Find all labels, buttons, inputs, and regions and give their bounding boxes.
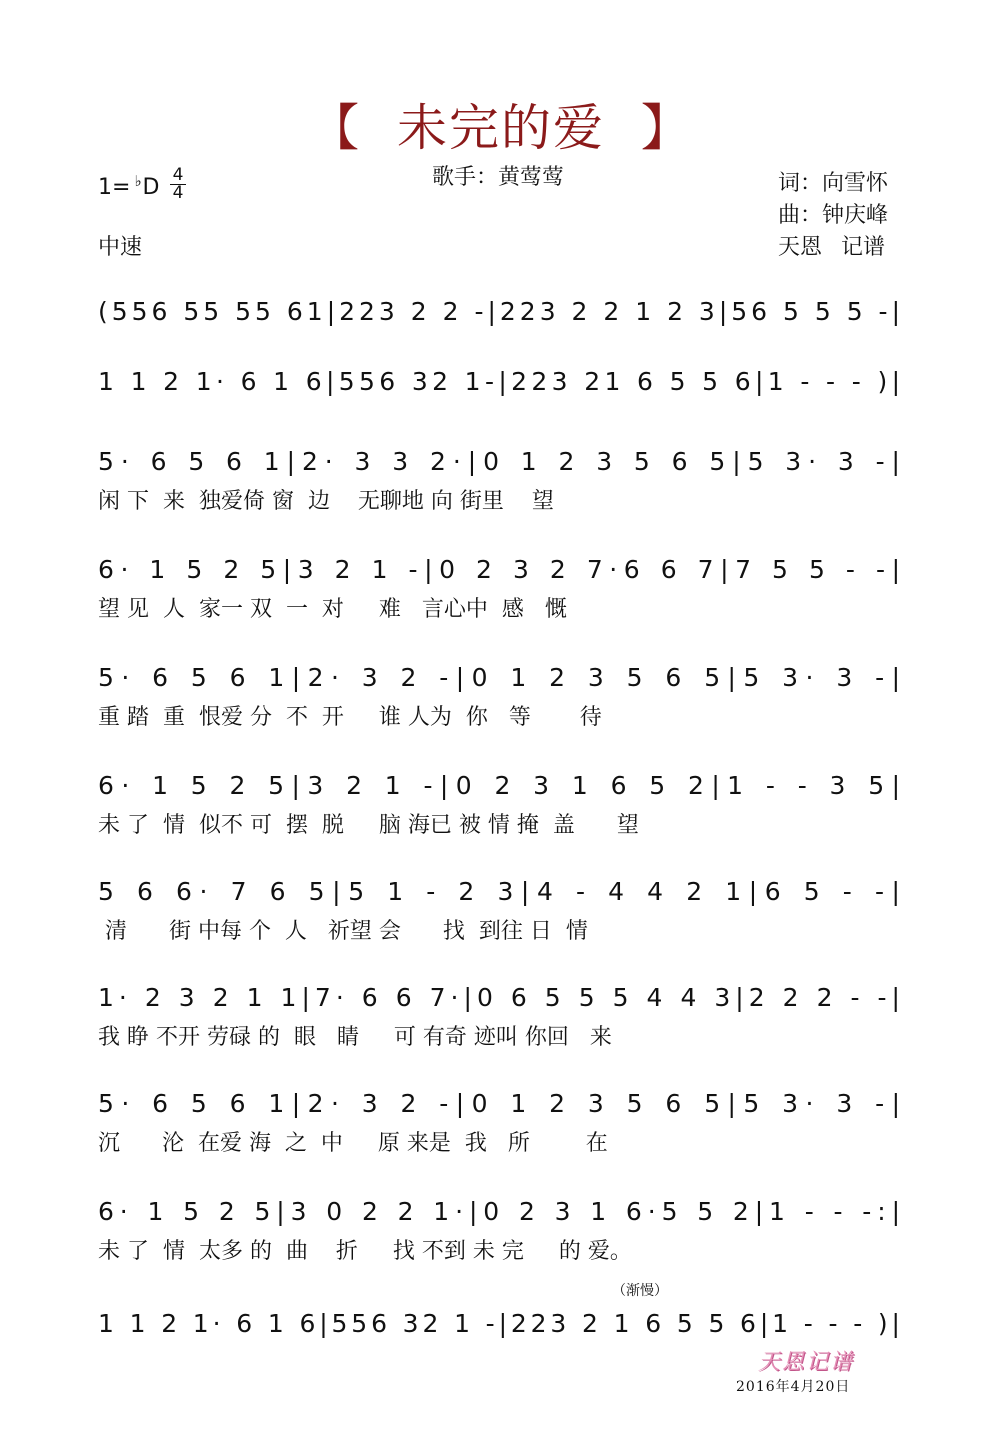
transcriber: 天恩 记谱 <box>778 235 885 260</box>
notation-row <box>98 976 904 1024</box>
notation-row <box>98 870 904 918</box>
notation-text: 5 6 6· 7 6 5|5 1 - 2 3|4 - 4 4 2 1|6 5 - -| <box>98 877 900 906</box>
lyric-line-7: 清 街 中每 个 人 祈望 会 找 到往 日 情 <box>98 919 588 944</box>
date: 2016年4月20日 <box>736 1379 851 1395</box>
notation-row <box>98 1302 904 1350</box>
notation-row <box>98 1190 904 1238</box>
notation-text: 6· 1 5 2 5|3 2 1 -|0 2 3 1 6 5 2|1 - - 3 5| <box>98 771 900 800</box>
singer: 歌手：黄莺莺 <box>432 165 565 190</box>
notation-row <box>98 656 904 704</box>
time-signature-top: 4 <box>172 165 184 185</box>
notation-row <box>98 360 904 408</box>
notation-row <box>98 764 904 812</box>
staff-line-7 <box>98 870 904 918</box>
time-signature-bottom: 4 <box>172 183 184 203</box>
notation-text: 5· 6 5 6 1|2· 3 3 2·|0 1 2 3 5 6 5|5 3· 3 -| <box>98 447 900 476</box>
staff-line-4 <box>98 548 904 596</box>
notation-text: 1 1 2 1· 6 1 6|556 32 1 -|223 2 1 6 5 5 6|1 - - - )| <box>98 1309 900 1338</box>
staff-line-1 <box>98 290 904 338</box>
lyric-line-5: 重 踏 重 恨爱 分 不 开 谁 人为 你 等 待 <box>98 705 602 730</box>
staff-line-3 <box>98 440 904 488</box>
lyric-line-9: 沉 沦 在爱 海 之 中 原 来是 我 所 在 <box>98 1131 608 1156</box>
notation-text: 5· 6 5 6 1|2· 3 2 -|0 1 2 3 5 6 5|5 3· 3 -| <box>98 1089 901 1118</box>
staff-line-10 <box>98 1190 904 1238</box>
notation-text: 6· 1 5 2 5|3 2 1 -|0 2 3 2 7·6 6 7|7 5 5 - -| <box>98 555 900 584</box>
lyric-line-3: 闲 下 来 独爱倚 窗 边 无聊地 向 街里 望 <box>98 489 554 514</box>
lyricist: 词：向雪怀 <box>778 171 889 196</box>
notation-text: 5· 6 5 6 1|2· 3 2 -|0 1 2 3 5 6 5|5 3· 3 -| <box>98 663 901 692</box>
notation-text: 6· 1 5 2 5|3 0 2 2 1·|0 2 3 1 6·5 5 2|1 - - -:| <box>98 1197 901 1226</box>
time-signature <box>170 165 186 203</box>
notation-text: (556 55 55 61|223 2 2 -|223 2 2 1 2 3|56 5 5 5 -| <box>98 297 901 326</box>
staff-line-2 <box>98 360 904 408</box>
notation-text: 1· 2 3 2 1 1|7· 6 6 7·|0 6 5 5 5 4 4 3|2 2 2 - -| <box>98 983 900 1012</box>
notation-row <box>98 440 904 488</box>
staff-line-5 <box>98 656 904 704</box>
lyric-line-4: 望 见 人 家一 双 一 对 难 言心中 感 慨 <box>98 597 567 622</box>
transcriber-stamp: 天恩记谱 <box>758 1350 855 1375</box>
lyric-line-6: 未 了 情 似不 可 摆 脱 脑 海已 被 情 掩 盖 望 <box>98 813 639 838</box>
flat-sign: ♭ <box>134 172 142 190</box>
notation-text: 1 1 2 1· 6 1 6|556 32 1-|223 21 6 5 5 6|1 - - - )| <box>98 367 901 396</box>
staff-line-8 <box>98 976 904 1024</box>
key-prefix: 1= <box>98 175 131 200</box>
staff-line-6 <box>98 764 904 812</box>
key-letter: D <box>142 175 160 200</box>
notation-row <box>98 1082 904 1130</box>
notation-row <box>98 290 904 338</box>
notation-row <box>98 548 904 596</box>
tempo-marking: 中速 <box>98 235 143 260</box>
staff-line-11 <box>98 1302 904 1350</box>
dynamics-marking: （渐慢） <box>612 1283 668 1299</box>
song-title: 【 未完的爱 】 <box>309 99 693 157</box>
lyric-line-10: 未 了 情 太多 的 曲 折 找 不到 未 完 的 爱。 <box>98 1239 632 1264</box>
key-signature <box>98 172 159 200</box>
composer: 曲：钟庆峰 <box>778 203 889 228</box>
lyric-line-8: 我 睁 不开 劳碌 的 眼 睛 可 有奇 迹叫 你回 来 <box>98 1025 612 1050</box>
staff-line-9 <box>98 1082 904 1130</box>
